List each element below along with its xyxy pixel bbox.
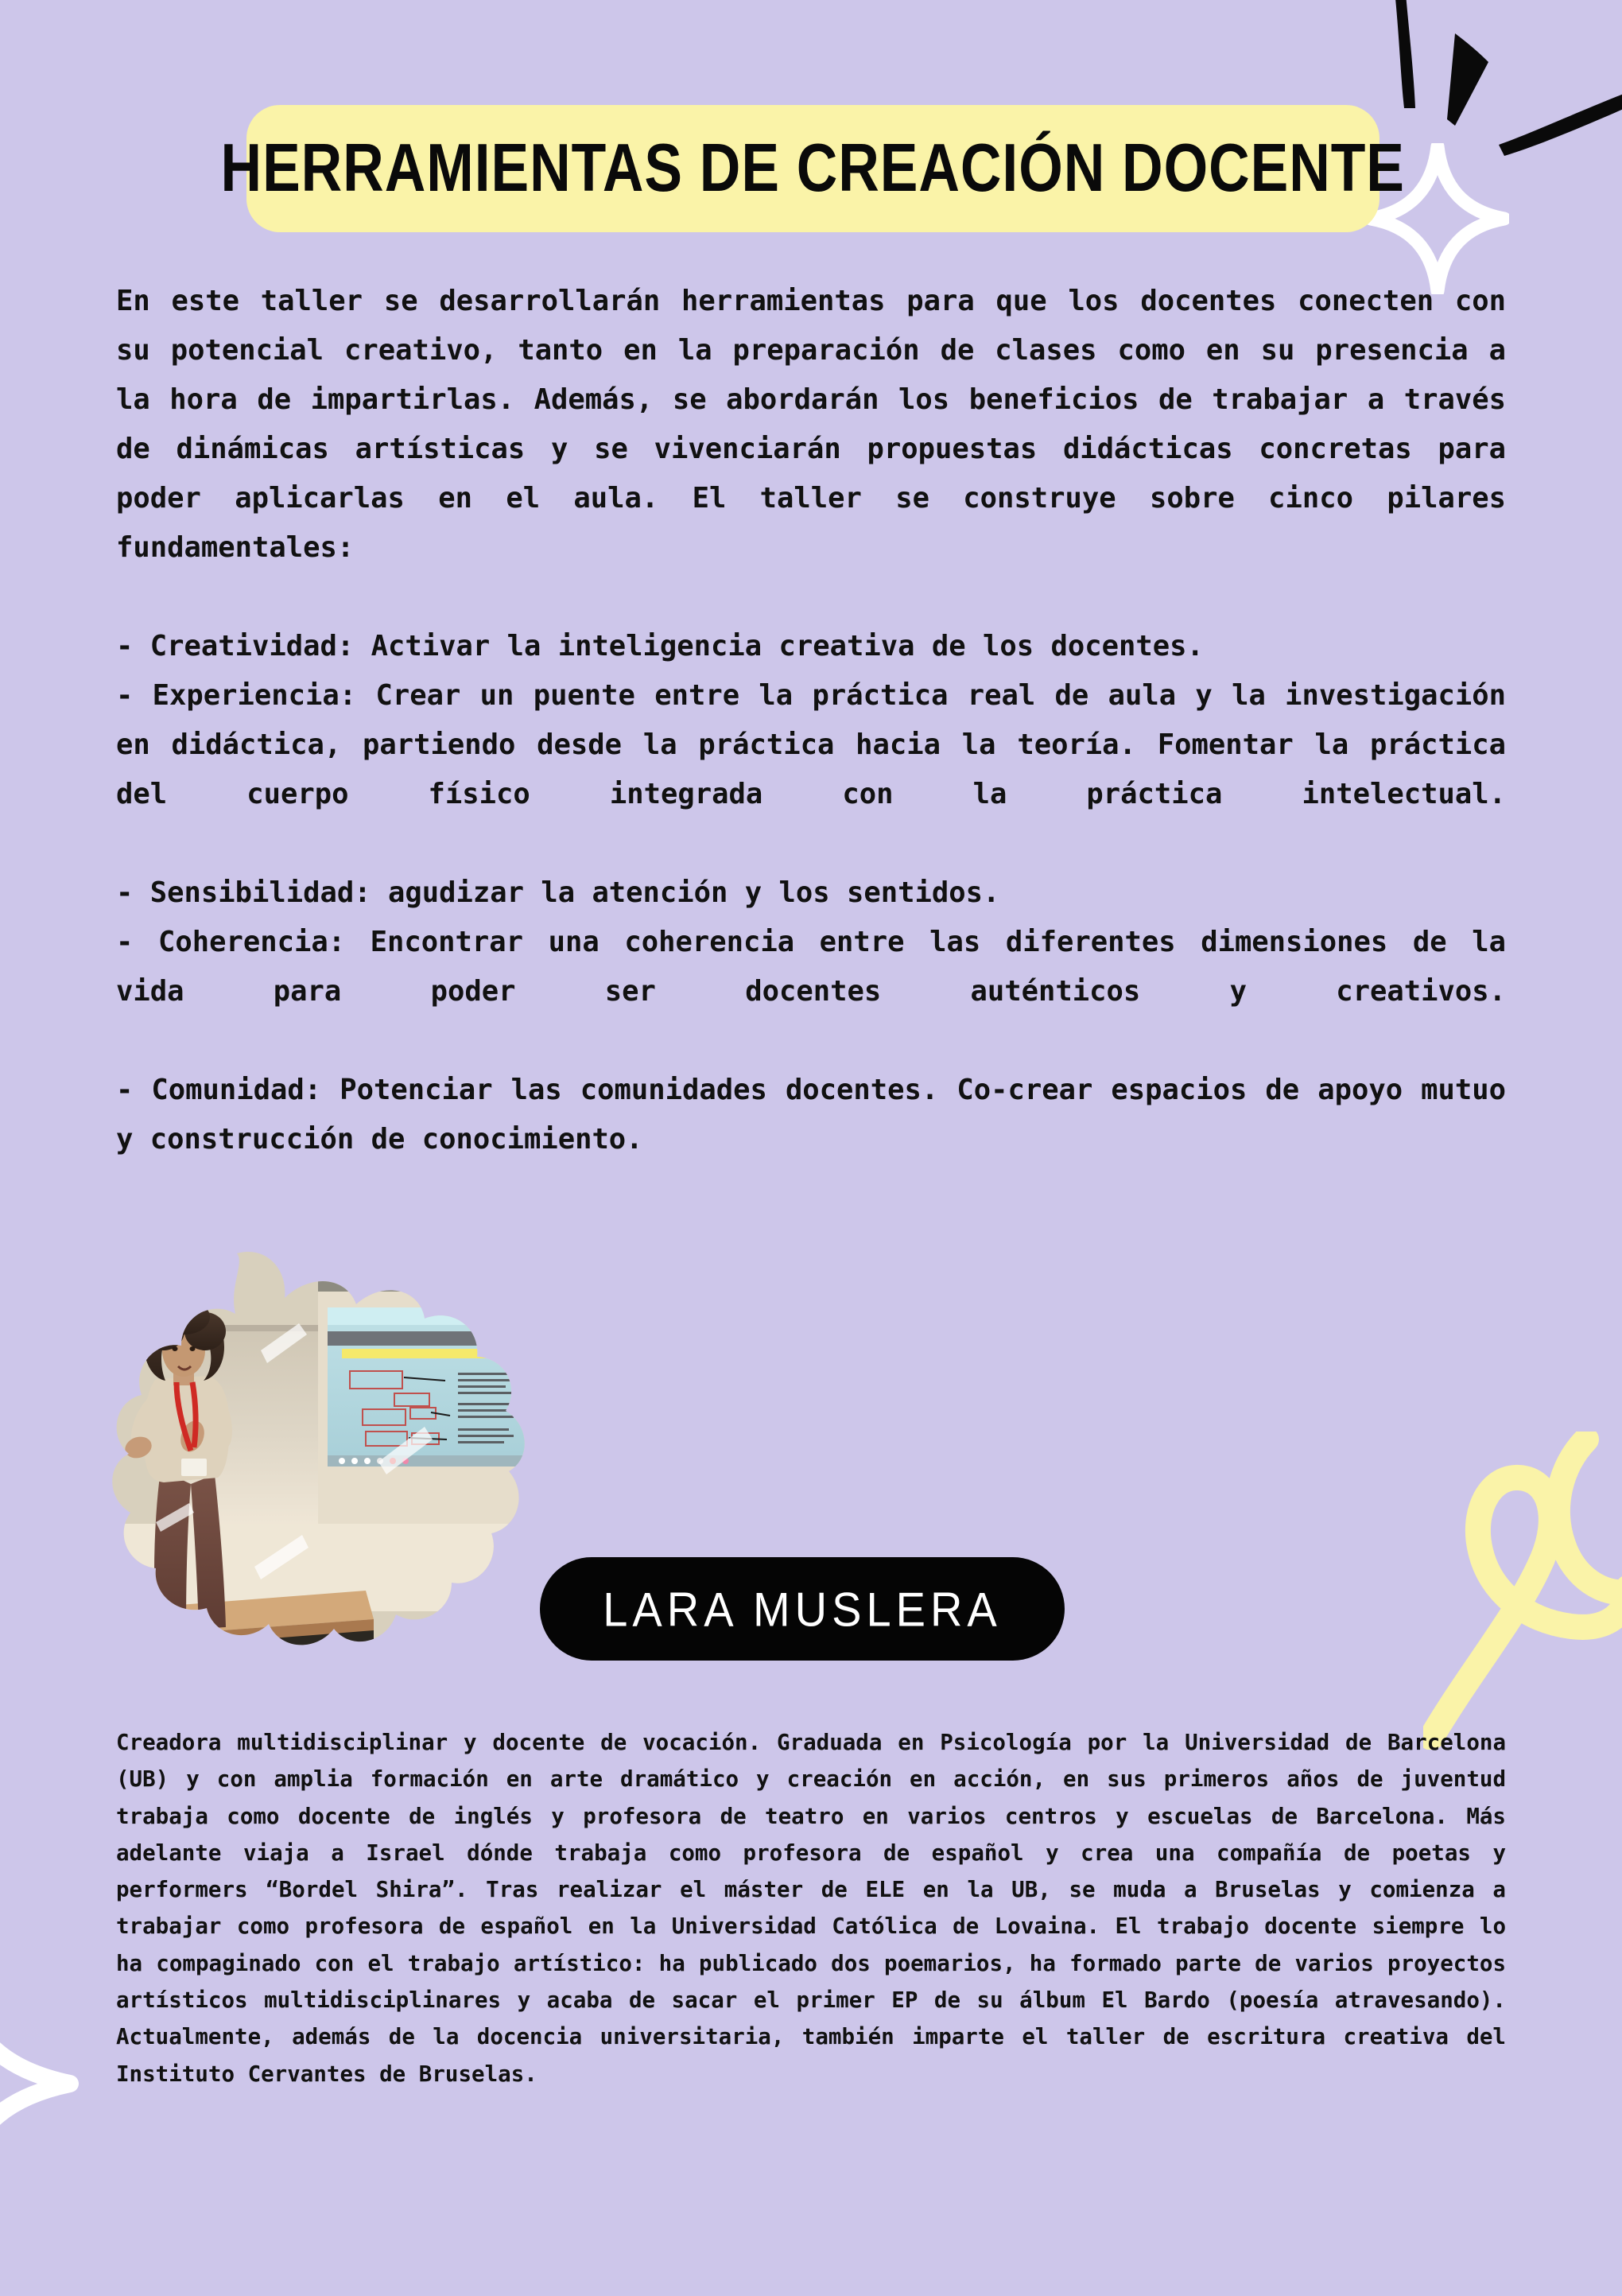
pillar-item: - Sensibilidad: agudizar la atención y los sentidos. (116, 876, 1000, 909)
speaker-bio (116, 1724, 1506, 2092)
intro-paragraph: En este taller se desarrollarán herramientas para que los docentes conecten con su potencial creativo, tanto en la preparación de clases como en su presencia a la hora de impartirlas. Además, se abordarán los beneficios de trabajar a través de dinámicas artísticas y se vivenciarán propuestas didácticas concretas para poder aplicarlas en el aula. El taller se construye sobre cinco pilares fundamentales: (116, 285, 1506, 564)
pillar-item: - Creatividad: Activar la inteligencia creativa de los docentes. (116, 630, 1204, 662)
pillar-item: - Coherencia: Encontrar una coherencia entre las diferentes dimensiones de la vida para poder ser docentes auténticos y creativos. (116, 926, 1506, 1008)
poster-title-banner (220, 105, 1406, 232)
white-sparkle-icon (0, 1972, 86, 2195)
yellow-script-squiggle-icon (1423, 1432, 1622, 1750)
speaker-bio-text: Creadora multidisciplinar y docente de vocación. Graduada en Psicología por la Universidad de Barcelona (UB) y con amplia formación en arte dramático y creación en acción, en sus primeros años de juventud trabaja como docente de inglés y profesora de teatro en varios centros y escuelas de Barcelona. Más adelante viaja a Israel dónde trabaja como profesora de español y crea una compañía de poetas y performers “Bordel Shira”. Tras realizar el máster de ELE en la UB, se muda a Bruselas y comienza a trabajar como profesora de español en la Universidad Católica de Lovaina. El trabajo docente siempre lo ha compaginado con el trabajo artístico: ha publicado dos poemarios, ha formado parte de varios proyectos artísticos multidisciplinares y acaba de sacar el primer EP de su álbum El Bardo (poesía atravesando). Actualmente, además de la docencia universitaria, también imparte el taller de escritura creativa del Instituto Cervantes de Bruselas. (116, 1730, 1506, 2087)
speaker-photo-image (103, 1231, 549, 1684)
speaker-photo (103, 1231, 549, 1684)
pillar-item: - Experiencia: Crear un puente entre la práctica real de aula y la investigación en didáctica, partiendo desde la práctica hacia la teoría. Fomentar la práctica del cuerpo físico integrada con la práctica intelectual. (116, 679, 1506, 810)
speaker-name-badge (540, 1557, 1065, 1661)
page-title: HERRAMIENTAS DE CREACIÓN DOCENTE (220, 130, 1406, 207)
workshop-description (116, 277, 1506, 1164)
pillar-item: - Comunidad: Potenciar las comunidades docentes. Co-crear espacios de apoyo mutuo y construcción de conocimiento. (116, 1074, 1506, 1156)
speaker-name: LARA MUSLERA (603, 1581, 1002, 1637)
